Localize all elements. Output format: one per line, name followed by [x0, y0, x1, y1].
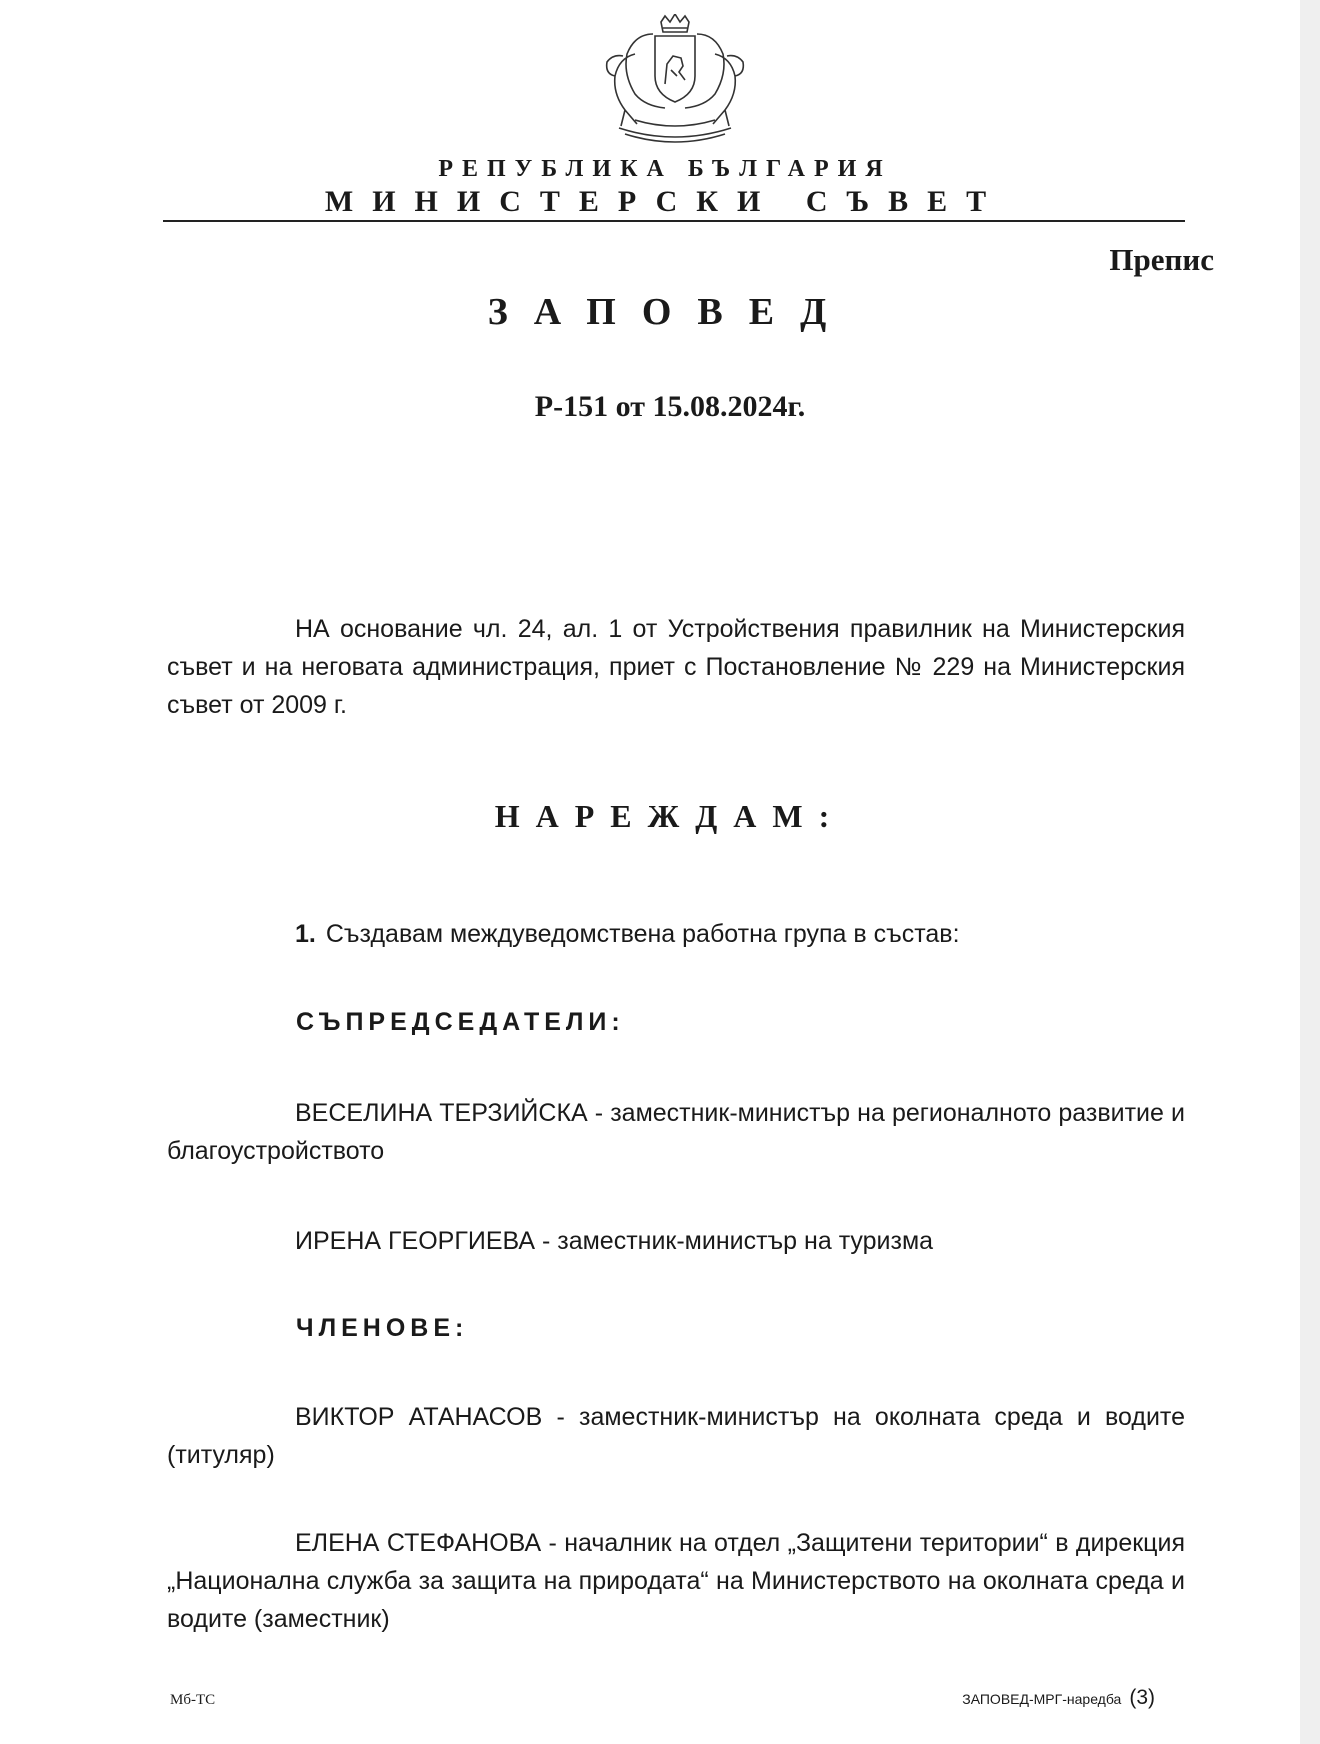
member-2-text: ЕЛЕНА СТЕФАНОВА - началник на отдел „Защитени територии“ в дирекция „Национална служба за защита на природата“ на Министерството на околната среда и водите (заместник) — [167, 1529, 1185, 1633]
cochair-1-text: ВЕСЕЛИНА ТЕРЗИЙСКА - заместник-министър на регионалното развитие и благоустройството — [167, 1099, 1185, 1165]
member-1-text: ВИКТОР АТАНАСОВ - заместник-министър на околната среда и водите (титуляр) — [167, 1403, 1185, 1469]
preamble-text: НА основание чл. 24, ал. 1 от Устройствения правилник на Министерския съвет и на неговата администрация, приет с Постановление № 229 на Министерския съвет от 2009 г. — [167, 615, 1185, 719]
footer-file-info — [962, 1686, 1155, 1710]
country-name: РЕПУБЛИКА БЪЛГАРИЯ — [438, 156, 892, 182]
copy-mark: Препис — [1109, 242, 1214, 277]
footer-file-name: ЗАПОВЕД-МРГ-наредба — [962, 1691, 1122, 1707]
header-divider — [163, 220, 1185, 222]
item-1 — [295, 920, 960, 949]
members-heading: ЧЛЕНОВЕ: — [296, 1314, 469, 1342]
institution-name: МИНИСТЕРСКИ СЪВЕТ — [324, 185, 1006, 218]
footer-code: Мб-ТС — [170, 1692, 216, 1708]
item-1-number: 1. — [295, 920, 316, 948]
item-1-text: Създавам междуведомствена работна група в състав: — [325, 920, 960, 948]
cochair-2 — [167, 1222, 1185, 1260]
document-number: Р-151 от 15.08.2024г. — [534, 390, 806, 423]
coat-of-arms-icon — [595, 14, 755, 144]
member-2 — [167, 1524, 1185, 1638]
cochair-1 — [167, 1094, 1185, 1170]
cochairs-heading: СЪПРЕДСЕДАТЕЛИ: — [296, 1008, 625, 1036]
ordain-heading: НАРЕЖДАМ: — [494, 798, 846, 834]
preamble-paragraph — [167, 610, 1185, 724]
page-number: (3) — [1129, 1686, 1155, 1709]
document-title: ЗАПОВЕД — [487, 291, 853, 333]
member-1 — [167, 1398, 1185, 1474]
cochair-2-text: ИРЕНА ГЕОРГИЕВА - заместник-министър на туризма — [295, 1227, 934, 1255]
page-right-margin — [1300, 0, 1320, 1744]
